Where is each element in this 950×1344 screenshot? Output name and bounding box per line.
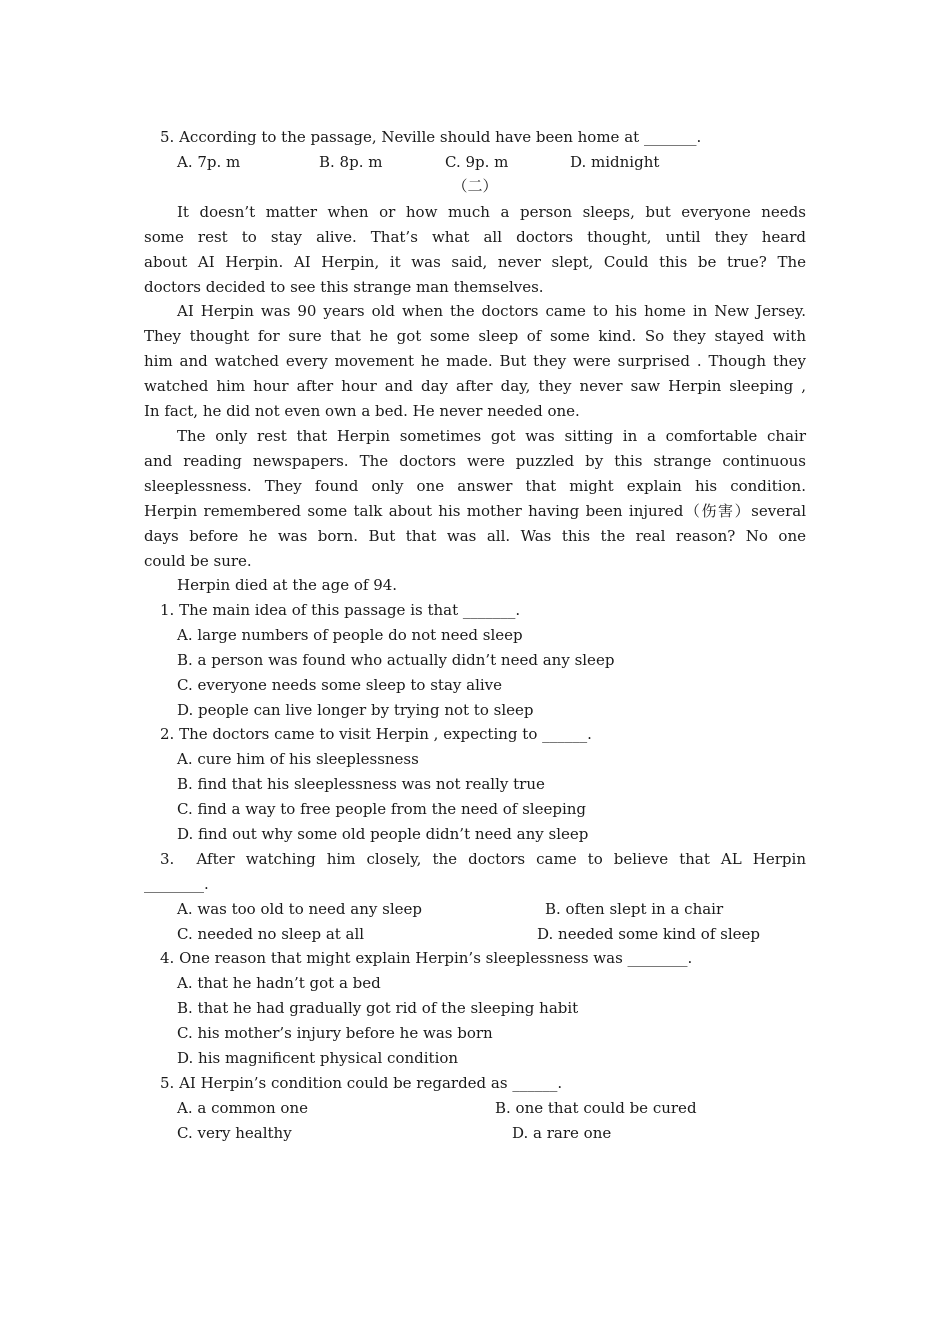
passage-line: In fact, he did not even own a bed. He never needed one. — [144, 402, 580, 420]
question-option: D. his magnificent physical condition — [177, 1049, 459, 1067]
prev-option-a: A. 7p. m — [177, 153, 241, 171]
question-option: D. people can live longer by trying not to sleep — [177, 701, 534, 719]
question-stem-blank: ________. — [144, 875, 209, 893]
passage-line: Herpin died at the age of 94. — [177, 576, 398, 594]
passage-line: The only rest that Herpin sometimes got was sitting in a comfortable chair — [177, 427, 806, 445]
passage-line: some rest to stay alive. That’s what all doctors thought, until they heard — [144, 228, 806, 246]
question-stem: 3. After watching him closely, the doctors came to believe that AL Herpin — [160, 850, 806, 868]
question-option: A. large numbers of people do not need sleep — [177, 626, 523, 644]
question-option: A. that he hadn’t got a bed — [177, 974, 381, 992]
question-option: D. find out why some old people didn’t need any sleep — [177, 825, 589, 843]
question-stem: 4. One reason that might explain Herpin’s sleeplessness was ________. — [160, 949, 693, 967]
prev-option-d: D. midnight — [570, 153, 660, 171]
passage-line: They thought for sure that he got some sleep of some kind. So they stayed with — [144, 327, 806, 345]
passage-line: doctors decided to see this strange man themselves. — [144, 278, 544, 296]
question-option: D. needed some kind of sleep — [537, 925, 761, 943]
passage-line: and reading newspapers. The doctors were puzzled by this strange continuous — [144, 452, 806, 470]
question-option: A. a common one — [177, 1099, 308, 1117]
question-option: B. a person was found who actually didn’t need any sleep — [177, 651, 615, 669]
question-stem: 1. The main idea of this passage is that _______. — [160, 601, 521, 619]
passage-line: sleeplessness. They found only one answer that might explain his condition. — [144, 477, 806, 495]
question-option: C. needed no sleep at all — [177, 925, 365, 943]
passage-line: Herpin remembered some talk about his mother having been injured（伤害）several — [144, 502, 806, 520]
prev-option-c: C. 9p. m — [445, 153, 509, 171]
passage-line: AI Herpin was 90 years old when the doctors came to his home in New Jersey. — [177, 302, 806, 320]
passage-line: him and watched every movement he made. But they were surprised . Though they — [144, 352, 806, 370]
question-option: B. often slept in a chair — [545, 900, 724, 918]
question-option: B. find that his sleeplessness was not really true — [177, 775, 545, 793]
question-option: C. very healthy — [177, 1124, 292, 1142]
question-option: A. cure him of his sleeplessness — [177, 750, 419, 768]
question-option: A. was too old to need any sleep — [177, 900, 422, 918]
question-stem: 2. The doctors came to visit Herpin , expecting to ______. — [160, 725, 592, 743]
prev-option-b: B. 8p. m — [319, 153, 383, 171]
passage-line: watched him hour after hour and day after day, they never saw Herpin sleeping , — [144, 377, 806, 395]
section-heading: （二） — [452, 177, 498, 195]
question-stem: 5. AI Herpin’s condition could be regarded as ______. — [160, 1074, 563, 1092]
question-option: D. a rare one — [512, 1124, 612, 1142]
passage-line: could be sure. — [144, 552, 252, 570]
question-option: C. his mother’s injury before he was born — [177, 1024, 493, 1042]
passage-line: about AI Herpin. AI Herpin, it was said, never slept, Could this be true? The — [144, 253, 806, 271]
question-option: B. one that could be cured — [495, 1099, 697, 1117]
question-option: B. that he had gradually got rid of the sleeping habit — [177, 999, 579, 1017]
passage-line: It doesn’t matter when or how much a person sleeps, but everyone needs — [177, 203, 806, 221]
prev-question-stem: 5. According to the passage, Neville should have been home at _______. — [160, 128, 702, 146]
question-option: C. find a way to free people from the need of sleeping — [177, 800, 586, 818]
passage-line: days before he was born. But that was all. Was this the real reason? No one — [144, 527, 806, 545]
question-option: C. everyone needs some sleep to stay alive — [177, 676, 503, 694]
